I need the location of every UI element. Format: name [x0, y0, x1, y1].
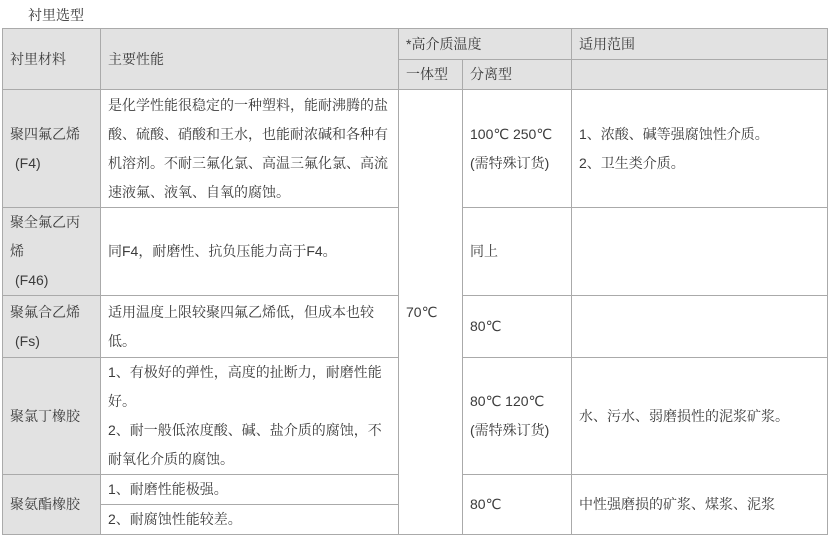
material-code: (Fs) [15, 332, 40, 349]
scope-line: 1、浓酸、碱等强腐蚀性介质。 [579, 125, 769, 142]
cell-performance: 2、耐腐蚀性能较差。 [101, 505, 399, 535]
cell-separated-temp: 80℃ [463, 475, 572, 535]
cell-material: 聚氯丁橡胶 [3, 358, 101, 475]
header-row-1 [3, 29, 828, 60]
cell-scope [572, 208, 828, 296]
separated-temp-value: 100℃ 250℃ [470, 125, 553, 142]
cell-separated-temp [463, 90, 572, 208]
page-title: 衬里选型 [28, 7, 84, 23]
cell-performance: 适用温度上限较聚四氟乙烯低，但成本也较低。 [101, 296, 399, 358]
separated-temp-note: (需特殊订货) [470, 422, 550, 438]
header-cell-scope-empty [572, 60, 828, 90]
header-cell-separated: 分离型 [463, 60, 572, 90]
cell-separated-temp: 同上 [463, 208, 572, 296]
cell-material: 聚氨酯橡胶 [3, 475, 101, 535]
cell-performance [101, 358, 399, 475]
material-code: (F46) [15, 272, 49, 288]
header-cell-material: 衬里材料 [3, 29, 101, 90]
cell-material [3, 90, 101, 208]
material-code: (F4) [15, 154, 41, 171]
cell-scope: 水、污水、弱磨损性的泥浆矿浆。 [572, 358, 828, 475]
separated-temp-note: (需特殊订货) [470, 154, 550, 171]
cell-performance: 1、耐磨性能极强。 [101, 475, 399, 505]
cell-scope [572, 90, 828, 208]
scope-line: 2、卫生类介质。 [579, 154, 685, 171]
performance-item: 2、耐一般低浓度酸、碱、盐介质的腐蚀，不耐氧化介质的腐蚀。 [108, 422, 382, 467]
material-name: 聚全氟乙丙烯 [10, 214, 80, 259]
lining-selection-table [2, 28, 828, 535]
cell-integrated-temp: 70℃ [399, 90, 463, 535]
table-row [3, 90, 828, 208]
header-cell-scope: 适用范围 [572, 29, 828, 60]
cell-material [3, 296, 101, 358]
cell-separated-temp [463, 358, 572, 475]
cell-material [3, 208, 101, 296]
performance-item: 1、有极好的弹性，高度的扯断力，耐磨性能好。 [108, 364, 382, 409]
cell-performance: 同F4，耐磨性、抗负压能力高于F4。 [101, 208, 399, 296]
cell-separated-temp: 80℃ [463, 296, 572, 358]
cell-scope: 中性强磨损的矿浆、煤浆、泥浆 [572, 475, 828, 535]
cell-scope [572, 296, 828, 358]
cell-performance: 是化学性能很稳定的一种塑料，能耐沸腾的盐酸、硫酸、硝酸和王水，也能耐浓碱和各种有机溶剂。不耐三氟化氯、高温三氟化氯、高流速液氟、液氧、自氧的腐蚀。 [101, 90, 399, 208]
material-name: 聚四氟乙烯 [10, 125, 80, 142]
header-cell-performance: 主要性能 [101, 29, 399, 90]
separated-temp-value: 80℃ 120℃ [470, 393, 545, 409]
header-cell-integrated: 一体型 [399, 60, 463, 90]
material-name: 聚氟合乙烯 [10, 303, 80, 320]
header-cell-temp-group: *高介质温度 [399, 29, 572, 60]
